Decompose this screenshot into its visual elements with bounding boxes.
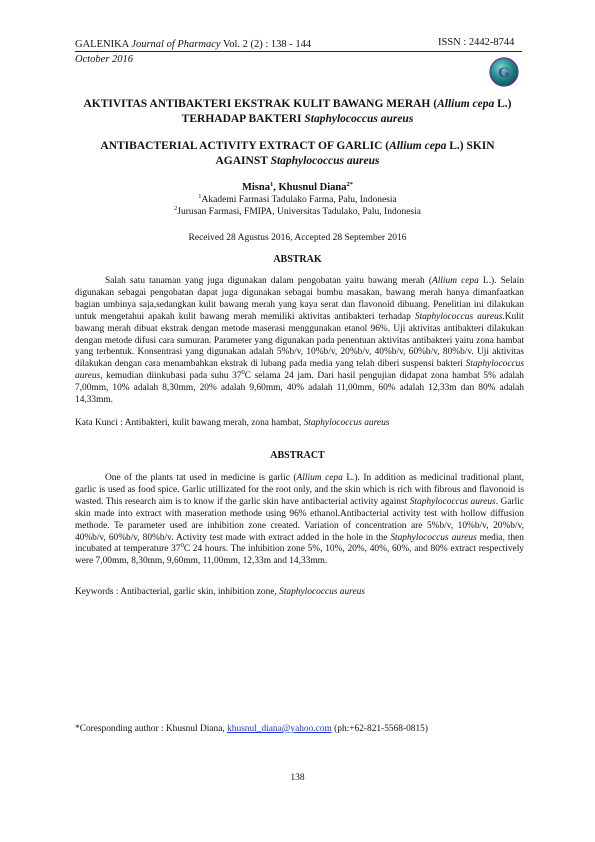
journal-header [75, 37, 311, 67]
svg-text:G: G [498, 65, 510, 81]
journal-logo-icon [489, 57, 519, 87]
abstrak-body: Salah satu tanaman yang juga digunakan dalam pengobatan yaitu bawang merah (Allium cepa L.). Selain digunakan sebagai pengobatan dapat juga digunakan sebagai bumbu masakan, bawang merah hanya dimanfaatkan bagian umbinya saja,sedangkan kulit bawang merah yang kaya serat dan flavonoid dibuang. Penelitian ini dilakukan untuk mengetahui apakah kulit bawang merah memiliki aktivitas antibakteri terhadap Staphylococcus aureus.Kulit bawang merah dibuat ekstrak dengan metode maserasi menggunakan etanol 96%. Uji aktivitas antibakteri dilakukan dengan metode difusi cara sumuran. Parameter yang digunakan pada penentuan aktivitas antibakteri yaitu zona hambat yang terbentuk. Konsentrasi yang digunakan adalah 5%b/v, 10%b/v, 20%b/v, 40%b/v, 60%b/v, 80%b/v. Uji aktivitas dilakukan dengan cara menambahkan ekstrak di lubang pada media yang telah diberi suspensi bakteri Staphylococcus aureus, kemudian diinkubasi pada suhu $37^0C$ selama 24 jam. Dari hasil pengujian didapat zona hambat 5% adalah 7,00mm, 10% adalah 8,30mm, 20% adalah 9,60mm, 40% adalah 11,00mm, 60% adalah 12,33m dan 80% adalah 14,33mm. [75, 276, 525, 406]
received-dates: Received 28 Agustus 2016, Accepted 28 September 2016 [188, 233, 407, 243]
header-rule [75, 51, 522, 52]
abstract-heading: ABSTRACT [270, 450, 325, 461]
journal-prefix: GALENIKA [75, 39, 132, 50]
page-number: 138 [290, 773, 305, 783]
journal-volume: Vol. 2 (2) : 138 - 144 [220, 39, 312, 50]
abstrak-heading: ABSTRAK [273, 254, 322, 265]
author-list: Misna$^1$, Khusnul Diana$^{2*}$ [241, 181, 353, 193]
corresponding-author: *Coresponding author : Khusnul Diana, khusnul_diana@yahoo.com (ph:+62-821-5568-0815) [75, 724, 428, 734]
journal-date: October 2016 [75, 54, 134, 65]
affiliation-1: $^1$Akademi Farmasi Tadulako Farma, Palu, Indonesia [198, 193, 397, 205]
title-english: ANTIBACTERIAL ACTIVITY EXTRACT OF GARLIC (Allium cepa L.) SKIN AGAINST Staphylococcus aureus [100, 140, 495, 167]
affiliation-2: $^2$Jurusan Farmasi, FMIPA, Universitas Tadulako, Palu, Indonesia [174, 205, 421, 217]
journal-name: Journal of Pharmacy [131, 39, 221, 50]
keywords: Keywords : Antibacterial, garlic skin, inhibition zone, Staphylococcus aureus [75, 587, 365, 597]
title-indonesian: AKTIVITAS ANTIBAKTERI EKSTRAK KULIT BAWANG MERAH (Allium cepa L.) TERHADAP BAKTERI Staphylococcus aureus [83, 98, 512, 125]
abstract-body: One of the plants tat used in medicine is garlic (Allium cepa L.). In addition as medicinal traditional plant, garlic is used as food spice. Garlic utillizated for the root only, and the skin which is rich with fibrous and flavonoid is wasted. This research aim is to know if the garlic skin have antibacterial activity against Staphylococcus aureus. Garlic skin made into extract with maseration methode using 96% ethanol.Antibacterial activity test with hollow diffusion methode. Te parameter used are inhibition zone created. Variation of concentration are 5%b/v, 10%b/v, 20%b/v, 40%b/v, 60%b/v, 80%b/v. Activity test made with extract added in the hole in the Staphylococcus aureus media, then incubated at temperature $37^0C$ 24 hours. The inhibition zone 5%, 10%, 20%, 40%, 60%, and 80% extract respectively were 7,00mm, 8,30mm, 9,60mm, 11,00mm, 12,33m and 14,33mm. [75, 473, 524, 567]
author-email-link[interactable]: khusnul_diana@yahoo.com [227, 724, 332, 734]
issn: ISSN : 2442-8744 [438, 37, 515, 48]
kata-kunci: Kata Kunci : Antibakteri, kulit bawang merah, zona hambat, Staphylococcus aureus [75, 418, 390, 428]
